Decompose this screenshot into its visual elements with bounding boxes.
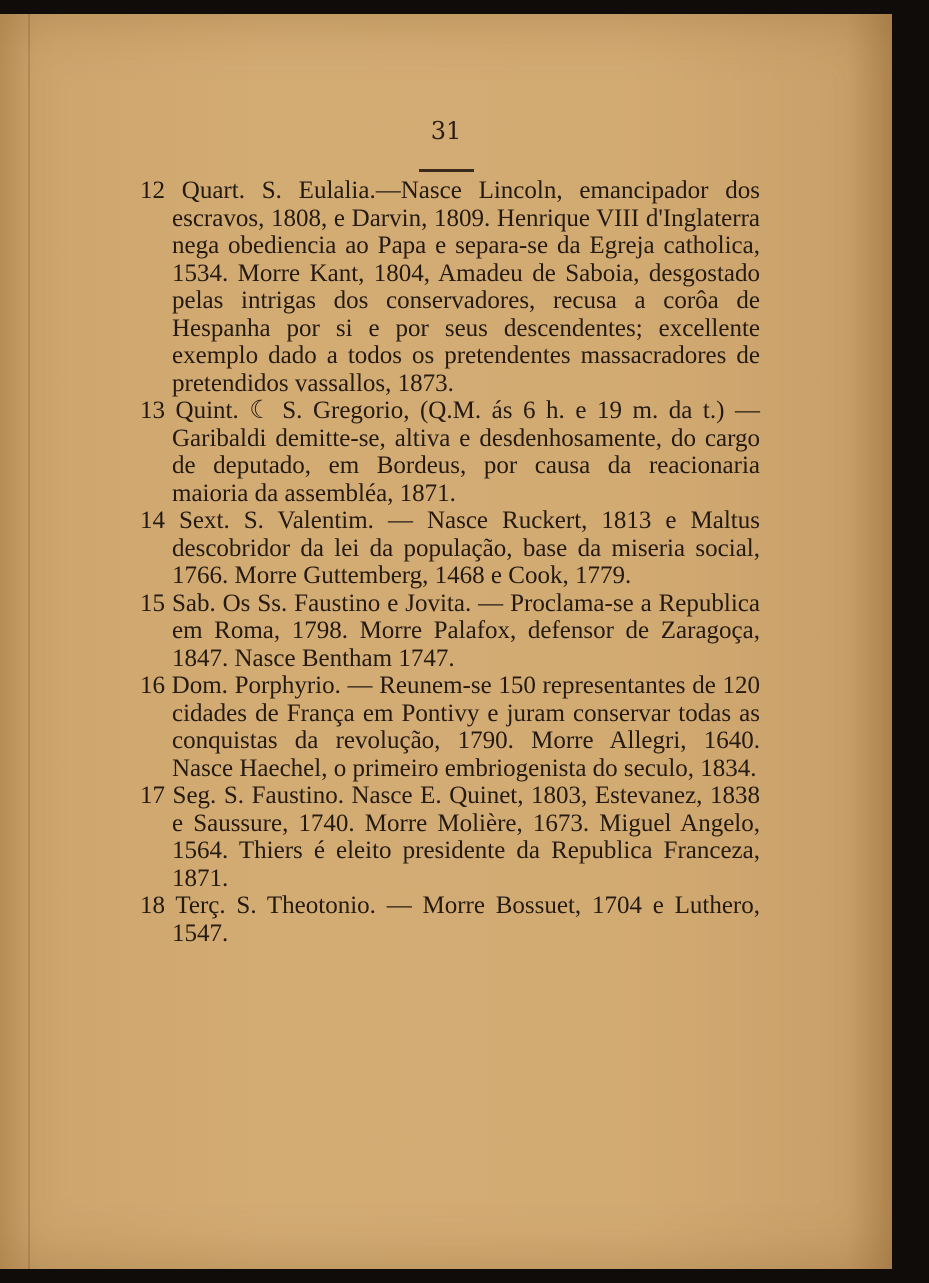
- book-page: [0, 14, 892, 1269]
- entry-17: 17 Seg. S. Faustino. Nasce E. Quinet, 1803, Estevanez, 1838 e Saussure, 1740. Morre Molière, 1673. Miguel Angelo, 1564. Thiers é eleito presidente da Republica Franceza, 1871.: [140, 782, 760, 892]
- entry-13: 13 Quint. ☾ S. Gregorio, (Q.M. ás 6 h. e 19 m. da t.) — Garibaldi demitte-se, altiva e desdenhosamente, do cargo de deputado, em Bordeus, por causa da reacionaria maioria da assembléa, 1871.: [140, 397, 760, 507]
- page-number: 31: [430, 117, 462, 145]
- entry-12: 12 Quart. S. Eulalia.—Nasce Lincoln, emancipador dos escravos, 1808, e Darvin, 1809. Henrique VIII d'Inglaterra nega obediencia ao Papa e separa-se da Egreja catholica, 1534. Morre Kant, 1804, Amadeu de Saboia, desgostado pelas intrigas dos conservadores, recusa a corôa de Hespanha por si e por seus descendentes; excellente exemplo dado a todos os pretendentes massacradores de pretendidos vassallos, 1873.: [140, 177, 760, 397]
- entry-18: 18 Terç. S. Theotonio. — Morre Bossuet, 1704 e Luthero, 1547.: [140, 892, 760, 947]
- entry-14: 14 Sext. S. Valentim. — Nasce Ruckert, 1813 e Maltus descobridor da lei da população, base da miseria social, 1766. Morre Guttemberg, 1468 e Cook, 1779.: [140, 507, 760, 589]
- entry-15: 15 Sab. Os Ss. Faustino e Jovita. — Proclama-se a Republica em Roma, 1798. Morre Palafox, defensor de Zaragoça, 1847. Nasce Bentham 1747.: [140, 589, 760, 672]
- entry-16: 16 Dom. Porphyrio. — Reunem-se 150 representantes de 120 cidades de França em Pontivy e juram conservar todas as conquistas da revolução, 1790. Morre Allegri, 1640. Nasce Haechel, o primeiro embriogenista do seculo, 1834.: [140, 672, 760, 782]
- header-rule: [419, 169, 474, 172]
- almanac-entries: [140, 177, 760, 947]
